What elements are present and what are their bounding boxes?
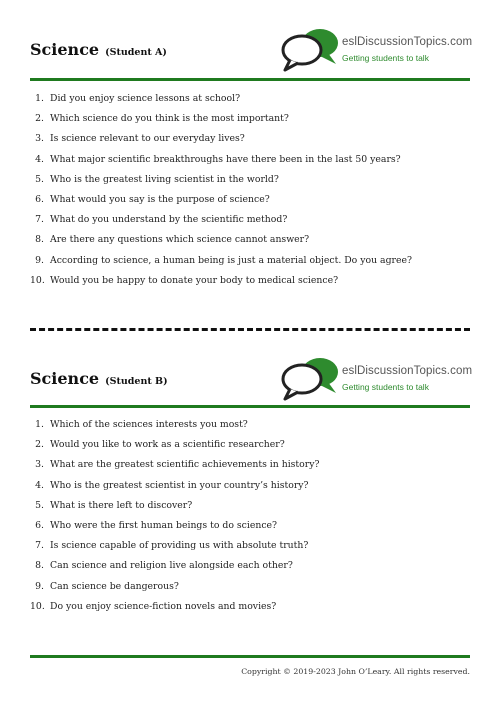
question-number: 3. xyxy=(35,459,44,471)
question-text: Who is the greatest scientist in your country’s history? xyxy=(50,479,309,491)
question-text: Are there any questions which science cannot answer? xyxy=(50,234,310,246)
question-item xyxy=(30,93,470,113)
question-item xyxy=(30,480,470,500)
section-b-subtitle: (Student B) xyxy=(105,376,168,387)
section-a-subtitle: (Student A) xyxy=(105,47,167,58)
speech-bubbles-icon xyxy=(280,355,342,401)
question-text: Is science relevant to our everyday lives? xyxy=(50,133,245,145)
question-number: 3. xyxy=(35,133,44,145)
question-text: Who is the greatest living scientist in the world? xyxy=(50,173,279,185)
question-item xyxy=(30,419,470,439)
question-number: 10. xyxy=(30,274,45,286)
question-number: 9. xyxy=(35,580,44,592)
brand-name: eslDiscussionTopics.com xyxy=(342,36,473,48)
brand-tagline: Getting students to talk xyxy=(342,53,429,63)
question-text: Can science and religion live alongside each other? xyxy=(50,560,293,572)
question-item xyxy=(30,214,470,234)
question-item xyxy=(30,439,470,459)
section-a-divider xyxy=(30,78,470,81)
question-number: 6. xyxy=(35,193,44,205)
question-item xyxy=(30,154,470,174)
question-item xyxy=(30,255,470,275)
question-item xyxy=(30,194,470,214)
question-item xyxy=(30,581,470,601)
question-text: Can science be dangerous? xyxy=(50,580,179,592)
question-item xyxy=(30,234,470,254)
question-number: 10. xyxy=(30,600,45,612)
section-a-header xyxy=(30,16,473,78)
footer-divider xyxy=(30,655,470,658)
question-text: Which of the sciences interests you most? xyxy=(50,419,248,430)
question-text: Do you enjoy science-fiction novels and movies? xyxy=(50,600,277,612)
question-number: 5. xyxy=(35,499,44,511)
question-item xyxy=(30,601,470,621)
question-number: 5. xyxy=(35,173,44,185)
question-number: 9. xyxy=(35,254,44,266)
section-a-question-list xyxy=(30,93,470,295)
section-b-divider xyxy=(30,405,470,408)
question-item xyxy=(30,540,470,560)
section-a-title-text: Science xyxy=(30,40,100,59)
question-text: Which science do you think is the most important? xyxy=(50,113,289,125)
brand-tagline: Getting students to talk xyxy=(342,382,429,392)
question-item xyxy=(30,174,470,194)
question-item xyxy=(30,560,470,580)
question-text: What would you say is the purpose of science? xyxy=(50,193,270,205)
question-number: 2. xyxy=(35,113,44,125)
section-a-title xyxy=(30,40,167,59)
question-number: 8. xyxy=(35,560,44,572)
question-number: 7. xyxy=(35,214,44,226)
brand-logo xyxy=(280,355,473,401)
section-b-header xyxy=(30,345,473,407)
copyright-text: Copyright © 2019-2023 John O’Leary. All rights reserved. xyxy=(241,667,470,676)
question-item xyxy=(30,520,470,540)
question-text: Who were the first human beings to do science? xyxy=(50,519,278,531)
brand-logo xyxy=(280,26,473,72)
question-text: Would you be happy to donate your body to medical science? xyxy=(50,274,339,286)
section-b-title-text: Science xyxy=(30,369,100,388)
question-text: Would you like to work as a scientific researcher? xyxy=(50,439,285,451)
question-item xyxy=(30,113,470,133)
question-text: Is science capable of providing us with absolute truth? xyxy=(50,540,309,552)
question-text: What major scientific breakthroughs have there been in the last 50 years? xyxy=(50,153,401,165)
question-text: What is there left to discover? xyxy=(50,499,193,511)
cut-line xyxy=(30,328,470,331)
question-text: What do you understand by the scientific method? xyxy=(50,214,288,226)
question-number: 1. xyxy=(35,419,44,430)
question-number: 7. xyxy=(35,540,44,552)
question-number: 1. xyxy=(35,93,44,104)
question-number: 4. xyxy=(35,153,44,165)
question-number: 6. xyxy=(35,519,44,531)
question-text: According to science, a human being is just a material object. Do you agree? xyxy=(50,254,412,266)
question-text: What are the greatest scientific achievements in history? xyxy=(50,459,320,471)
question-item xyxy=(30,459,470,479)
question-number: 4. xyxy=(35,479,44,491)
speech-bubbles-icon xyxy=(280,26,342,72)
question-item xyxy=(30,500,470,520)
section-b-question-list xyxy=(30,419,470,621)
section-b-title xyxy=(30,369,168,388)
question-item xyxy=(30,133,470,153)
question-number: 8. xyxy=(35,234,44,246)
question-item xyxy=(30,275,470,295)
question-text: Did you enjoy science lessons at school? xyxy=(50,93,241,104)
brand-name: eslDiscussionTopics.com xyxy=(342,365,473,377)
question-number: 2. xyxy=(35,439,44,451)
